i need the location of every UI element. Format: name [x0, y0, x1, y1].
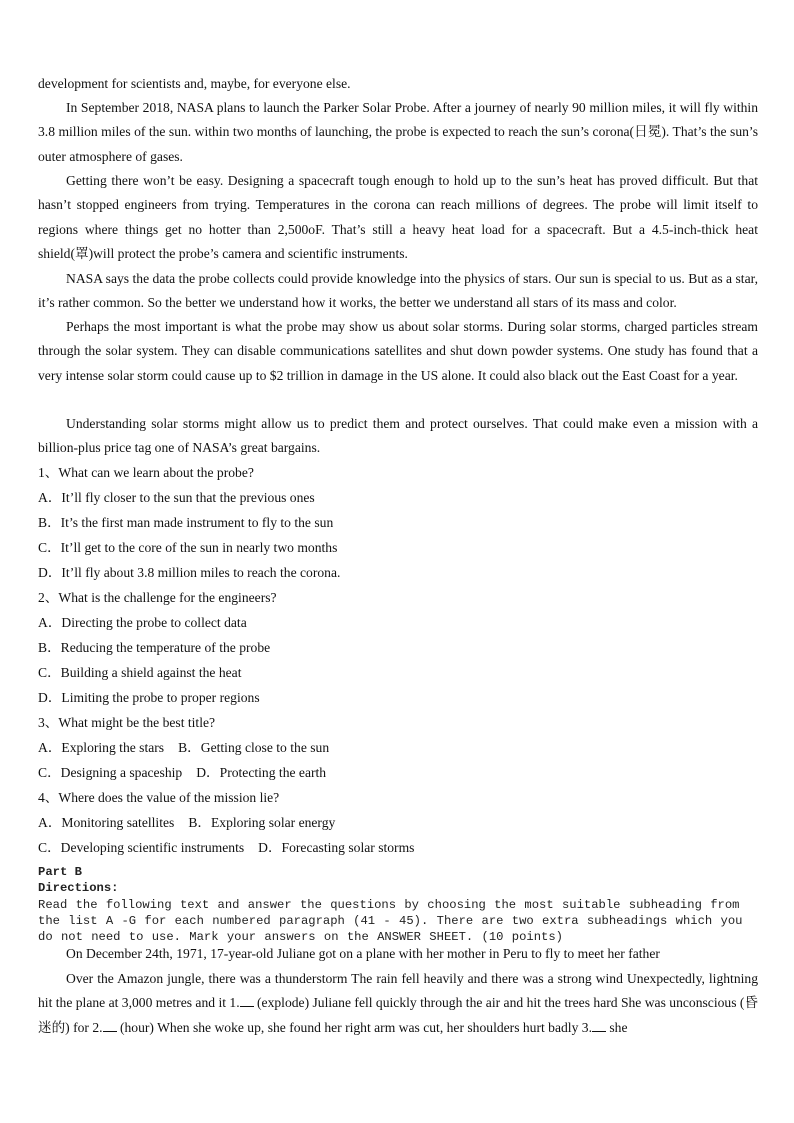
passage-paragraph-4: Perhaps the most important is what the probe may show us about solar storms. During solar storms, charged particles stream through the solar system. They can disable communications satellites and shut down powder systems. One study has found that a very intense solar storm could cause up to $2 trillion in damage in the US alone. It could also black out the East Coast for a year.: [38, 319, 758, 383]
story-text-segment-3: (hour) When she woke up, she found her right arm was cut, her shoulders hurt badly 3.: [116, 1019, 592, 1035]
question-2-stem: 2、What is the challenge for the engineers?: [38, 590, 277, 605]
question-3-option-c: C．Designing a spaceship: [38, 765, 183, 780]
question-1-option-b: B．It’s the first man made instrument to fly to the sun: [38, 515, 334, 530]
question-3-option-d: D．Protecting the earth: [196, 765, 327, 780]
question-2-option-b: B．Reducing the temperature of the probe: [38, 640, 271, 655]
question-4-option-a: A．Monitoring satellites: [38, 815, 175, 830]
question-2-option-c: C．Building a shield against the heat: [38, 665, 242, 680]
question-4-stem: 4、Where does the value of the mission lie?: [38, 790, 280, 805]
question-2-option-a: A．Directing the probe to collect data: [38, 615, 247, 630]
question-4-options-row-1: [38, 814, 335, 832]
part-b-title: Part B: [38, 865, 82, 879]
question-3-stem: 3、What might be the best title?: [38, 715, 216, 730]
question-2-option-d: D．Limiting the probe to proper regions: [38, 690, 260, 705]
story-paragraph-1: On December 24th, 1971, 17-year-old Juliane got on a plane with her mother in Peru to fly to meet her father: [66, 946, 660, 961]
story-text-segment-4: she: [605, 1019, 628, 1035]
question-3-option-a: A．Exploring the stars: [38, 740, 165, 755]
passage-paragraph-3: NASA says the data the probe collects could provide knowledge into the physics of stars. Our sun is special to us. But as a star, it’s rather common. So the better we understand how it works, the better we understand all stars of its mass and color.: [38, 271, 758, 311]
question-3-options-row-2: [38, 764, 326, 782]
part-b-directions-text: Read the following text and answer the questions by choosing the most suitable subheading from the list A -G for each numbered paragraph (41 - 45). There are two extra subheadings which you do not need to use. Mark your answers on the ANSWER SHEET. (10 points): [38, 898, 743, 944]
passage-paragraph-0: development for scientists and, maybe, for everyone else.: [38, 76, 351, 91]
question-4-options-row-2: [38, 839, 414, 857]
story-text-segment-1: Over the Amazon jungle, there was a thunderstorm The rain fell heavily and there was a strong wind Unexpectedly, lightning hit the plane at 3,000 metres and it 1.: [38, 971, 758, 1011]
passage-paragraph-1: In September 2018, NASA plans to launch the Parker Solar Probe. After a journey of nearly 90 million miles, it will fly within 3.8 million miles of the sun. within two months of launching, the probe is expected to reach the sun’s corona(日冕). That’s the sun’s outer atmosphere of gases.: [38, 100, 758, 164]
story-text-segment-2: (explode) Juliane fell quickly through the air and hit the trees hard She was unconscious (昏迷的) for 2.: [38, 995, 759, 1035]
question-4-option-b: B．Exploring solar energy: [188, 815, 336, 830]
question-1-option-c: C．It’ll get to the core of the sun in nearly two months: [38, 540, 338, 555]
question-3-option-b: B．Getting close to the sun: [178, 740, 330, 755]
question-3-options-row-1: [38, 739, 329, 757]
blank-3[interactable]: [592, 1019, 606, 1032]
question-1-option-a: A．It’ll fly closer to the sun that the previous ones: [38, 490, 315, 505]
part-b-directions-label: Directions:: [38, 881, 119, 895]
blank-2[interactable]: [103, 1019, 117, 1032]
story-paragraph-2: [38, 967, 758, 1040]
question-4-option-d: D．Forecasting solar storms: [258, 840, 415, 855]
passage-paragraph-5: Understanding solar storms might allow us to predict them and protect ourselves. That could make even a mission with a billion-plus price tag one of NASA’s great bargains.: [38, 416, 758, 456]
blank-1[interactable]: [240, 994, 254, 1007]
question-4-option-c: C．Developing scientific instruments: [38, 840, 245, 855]
question-1-option-d: D．It’ll fly about 3.8 million miles to reach the corona.: [38, 565, 341, 580]
question-1-stem: 1、What can we learn about the probe?: [38, 465, 254, 480]
passage-paragraph-2: Getting there won’t be easy. Designing a spacecraft tough enough to hold up to the sun’s heat has proved difficult. But that hasn’t stopped engineers from trying. Temperatures in the corona can reach millions of degrees. The probe will limit itself to regions where things get no hotter than 2,500oF. That’s still a heavy heat load for a spacecraft. But a 4.5-inch-thick heat shield(罩)will protect the probe’s camera and scientific instruments.: [38, 173, 758, 262]
